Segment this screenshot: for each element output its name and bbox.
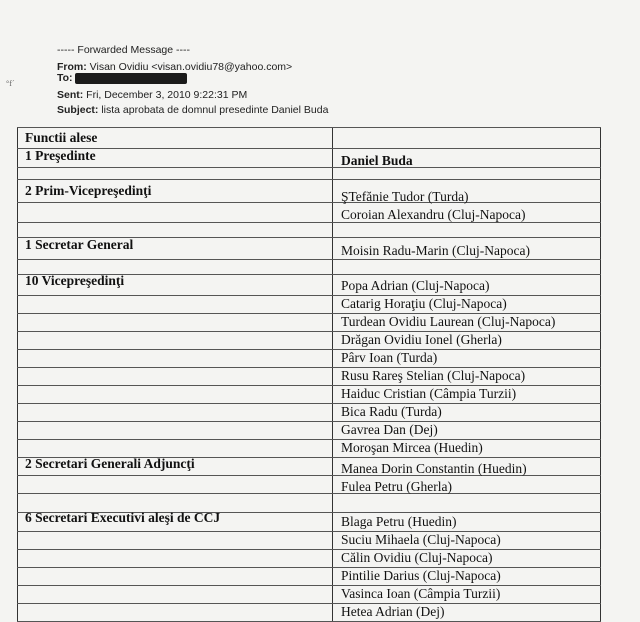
official-name: Manea Dorin Constantin (Huedin): [341, 461, 527, 476]
official-name: Vasinca Ioan (Câmpia Turzii): [341, 586, 501, 601]
table-header: Functii alese: [25, 130, 98, 145]
subject-value: lista aprobata de domnul presedinte Daniel Buda: [101, 104, 329, 116]
row-rule: [17, 403, 601, 404]
row-rule: [17, 179, 601, 180]
to-row: [57, 72, 187, 84]
row-rule: [17, 349, 601, 350]
official-name: Călin Ovidiu (Cluj-Napoca): [341, 550, 493, 565]
row-rule: [17, 167, 601, 168]
sent-row: [57, 89, 247, 101]
official-name: Bica Radu (Turda): [341, 404, 442, 419]
section-title: 1 Preşedinte: [25, 148, 96, 163]
section-title: 6 Secretari Executivi aleşi de CCJ: [25, 510, 221, 525]
president-name: Daniel Buda: [341, 153, 413, 168]
sent-value: Fri, December 3, 2010 9:22:31 PM: [86, 89, 248, 101]
official-name: Hetea Adrian (Dej): [341, 604, 445, 619]
official-name: Pintilie Darius (Cluj-Napoca): [341, 568, 501, 583]
officials-table: [17, 127, 601, 622]
section-title: 2 Prim-Vicepreşedinţi: [25, 183, 152, 198]
to-label: To:: [57, 72, 73, 84]
official-name: Moroşan Mircea (Huedin): [341, 440, 483, 455]
redaction-bar: [75, 73, 187, 84]
section-title: 10 Vicepreşedinţi: [25, 273, 125, 288]
row-rule: [17, 585, 601, 586]
section-title: 1 Secretar General: [25, 237, 134, 252]
row-rule: [17, 439, 601, 440]
official-name: Blaga Petru (Huedin): [341, 514, 457, 529]
official-name: ŞTefănie Tudor (Turda): [341, 189, 469, 204]
official-name: Gavrea Dan (Dej): [341, 422, 438, 437]
row-rule: [17, 295, 601, 296]
official-name: Suciu Mihaela (Cluj-Napoca): [341, 532, 501, 547]
official-name: Drăgan Ovidiu Ionel (Gherla): [341, 332, 502, 347]
subject-row: [57, 104, 328, 116]
row-rule: [17, 259, 601, 260]
section-title: 2 Secretari Generali Adjuncţi: [25, 456, 195, 471]
official-name: Haiduc Cristian (Câmpia Turzii): [341, 386, 517, 401]
official-name: Coroian Alexandru (Cluj-Napoca): [341, 207, 526, 222]
official-name: Catarig Horaţiu (Cluj-Napoca): [341, 296, 507, 311]
row-rule: [17, 531, 601, 532]
from-value: Visan Ovidiu <visan.ovidiu78@yahoo.com>: [89, 61, 293, 73]
sent-label: Sent:: [57, 89, 84, 101]
subject-label: Subject:: [57, 104, 99, 116]
official-name: Popa Adrian (Cluj-Napoca): [341, 278, 490, 293]
row-rule: [17, 493, 601, 494]
official-name: Turdean Ovidiu Laurean (Cluj-Napoca): [341, 314, 556, 329]
forwarded-label: ----- Forwarded Message ----: [57, 44, 191, 56]
official-name: Fulea Petru (Gherla): [341, 479, 452, 494]
row-rule: [17, 549, 601, 550]
row-rule: [17, 603, 601, 604]
margin-mark: °f´: [6, 79, 15, 88]
official-name: Pârv Ioan (Turda): [341, 350, 438, 365]
row-rule: [17, 331, 601, 332]
row-rule: [17, 202, 601, 203]
row-rule: [17, 567, 601, 568]
official-name: Rusu Rareş Stelian (Cluj-Napoca): [341, 368, 526, 383]
row-rule: [17, 148, 601, 149]
official-name: Moisin Radu-Marin (Cluj-Napoca): [341, 243, 530, 258]
from-label: From:: [57, 61, 87, 73]
row-rule: [17, 421, 601, 422]
row-rule: [17, 127, 601, 128]
